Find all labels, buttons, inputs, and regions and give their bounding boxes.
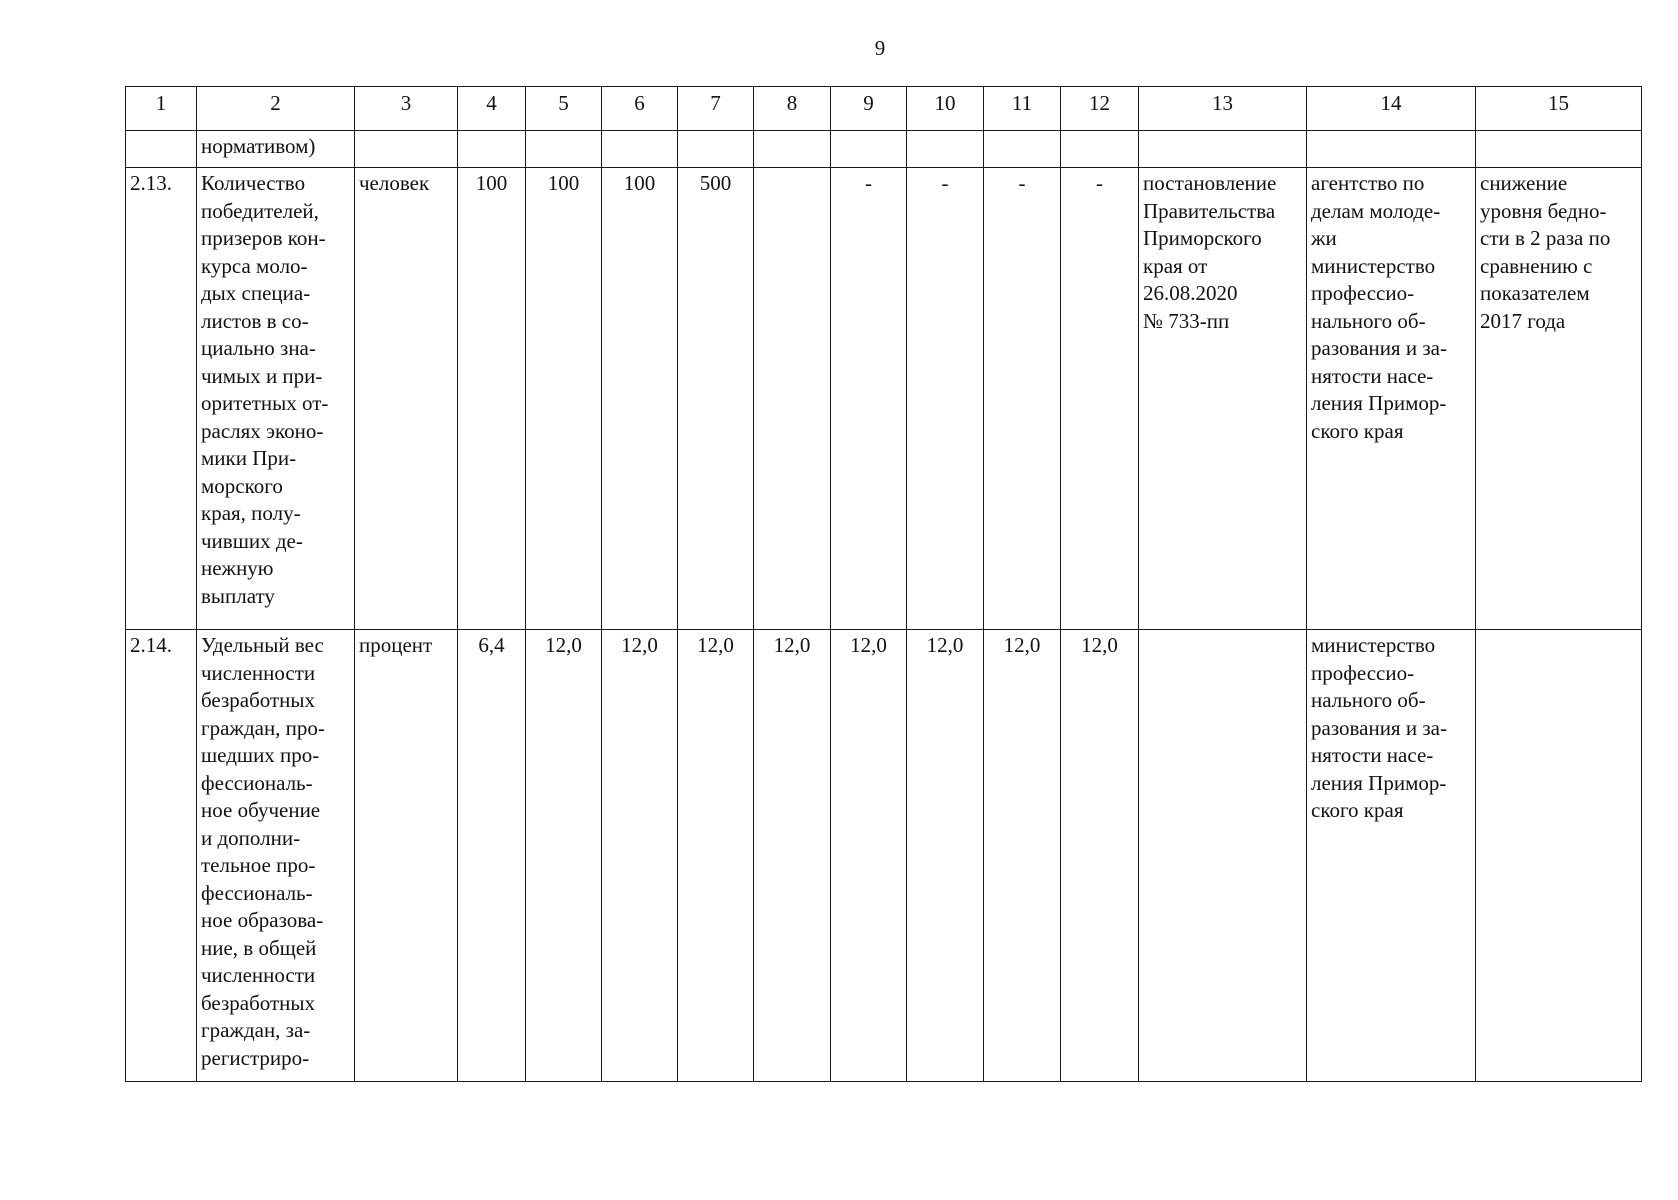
text-line: нежную [201, 556, 274, 580]
header-cell: 4 [458, 87, 526, 131]
text-line: Удельный вес [201, 633, 324, 657]
text-line: ное обучение [201, 798, 321, 822]
indicators-table [125, 86, 1642, 1082]
text-line: оритетных от- [201, 391, 329, 415]
value-cell: 100 [526, 168, 602, 630]
text-line: ние, в общей [201, 935, 317, 960]
text-line: безработных [201, 990, 316, 1015]
table-row [126, 630, 1642, 1082]
header-cell: 6 [602, 87, 678, 131]
legal-document [1139, 630, 1307, 1082]
value-cell: - [831, 168, 907, 630]
header-cell: 7 [678, 87, 754, 131]
value-cell: 500 [678, 168, 754, 630]
empty-cell [602, 131, 678, 168]
empty-cell [1307, 131, 1476, 168]
header-cell: 3 [355, 87, 458, 131]
text-line: ского края [1311, 418, 1404, 443]
table-row [126, 168, 1642, 630]
text-line: победителей, [201, 198, 319, 223]
value-cell: 100 [458, 168, 526, 630]
value-cell: - [1061, 168, 1139, 630]
text-line: профессио- [1311, 281, 1415, 305]
header-cell: 2 [197, 87, 355, 131]
text-line: Приморского [1143, 226, 1262, 250]
text-line: шедших про- [201, 743, 320, 767]
text-line: разования и за- [1311, 336, 1447, 360]
header-cell: 15 [1476, 87, 1642, 131]
text-line: ления Примор- [1311, 391, 1447, 415]
row-code: 2.13. [126, 168, 197, 630]
unit-of-measure: человек [355, 168, 458, 630]
header-cell: 9 [831, 87, 907, 131]
text-line: постановление [1143, 171, 1277, 195]
empty-cell [984, 131, 1061, 168]
text-line: 2017 года [1480, 308, 1566, 333]
text-line: тельное про- [201, 853, 316, 877]
text-line: сравнению с [1480, 253, 1593, 278]
unit-of-measure: процент [355, 630, 458, 1082]
header-cell: 1 [126, 87, 197, 131]
text-line: уровня бедно- [1480, 198, 1607, 223]
text-line: морского [201, 473, 283, 498]
text-line: чивших де- [201, 528, 303, 553]
text-line: чимых и при- [201, 363, 323, 388]
header-cell: 12 [1061, 87, 1139, 131]
text-line: края, полу- [201, 501, 301, 525]
value-cell: 12,0 [984, 630, 1061, 1082]
legal-document [1139, 168, 1307, 630]
text-line: граждан, за- [201, 1018, 311, 1042]
value-cell: 12,0 [831, 630, 907, 1082]
text-line: края от [1143, 253, 1208, 278]
text-line: нятости насе- [1311, 743, 1434, 767]
empty-cell [1061, 131, 1139, 168]
empty-cell [458, 131, 526, 168]
empty-cell [678, 131, 754, 168]
indicator-name [197, 168, 355, 630]
text-line: министерство [1311, 253, 1436, 278]
responsible-body [1307, 630, 1476, 1082]
header-cell: 10 [907, 87, 984, 131]
text-line: фессиональ- [201, 770, 313, 795]
text-line: № 733-пп [1143, 308, 1230, 333]
text-line: безработных [201, 688, 316, 712]
text-line: агентство по [1311, 171, 1425, 195]
value-cell: 12,0 [526, 630, 602, 1082]
text-line: регистриро- [201, 1045, 310, 1070]
empty-cell [126, 131, 197, 168]
text-line: граждан, про- [201, 715, 325, 740]
text-line: раслях эконо- [201, 418, 324, 443]
text-line: показателем [1480, 281, 1590, 305]
text-line: циально зна- [201, 336, 316, 360]
text-line: выплату [201, 583, 275, 608]
empty-cell [526, 131, 602, 168]
text-line: делам молоде- [1311, 198, 1441, 223]
value-cell: - [984, 168, 1061, 630]
value-cell: - [907, 168, 984, 630]
empty-cell [907, 131, 984, 168]
value-cell: 12,0 [678, 630, 754, 1082]
text-line: Правительства [1143, 198, 1276, 223]
text-line: ления Примор- [1311, 770, 1447, 795]
empty-cell [1139, 131, 1307, 168]
value-cell [754, 168, 831, 630]
expected-result [1476, 168, 1642, 630]
row-code: 2.14. [126, 630, 197, 1082]
text-line: министерство [1311, 633, 1436, 657]
text-line: численности [201, 660, 316, 685]
text-line: Количество [201, 171, 306, 195]
text-line: фессиональ- [201, 880, 313, 905]
empty-cell [831, 131, 907, 168]
text-line: листов в со- [201, 308, 309, 333]
text-line: нятости насе- [1311, 363, 1434, 388]
page-number: 9 [874, 36, 886, 60]
header-cell: 11 [984, 87, 1061, 131]
value-cell: 6,4 [458, 630, 526, 1082]
text-line: дых специа- [201, 281, 311, 305]
text-line: 26.08.2020 [1143, 281, 1238, 305]
text-line: мики При- [201, 446, 297, 470]
text-line: и дополни- [201, 825, 301, 850]
continuation-text: нормативом) [197, 131, 355, 168]
text-line: призеров кон- [201, 226, 326, 250]
text-line: снижение [1480, 171, 1568, 195]
indicator-name [197, 630, 355, 1082]
text-line: сти в 2 раза по [1480, 226, 1611, 250]
value-cell: 12,0 [602, 630, 678, 1082]
value-cell: 12,0 [1061, 630, 1139, 1082]
text-line: ное образова- [201, 908, 324, 932]
responsible-body [1307, 168, 1476, 630]
text-line: нального об- [1311, 688, 1426, 712]
text-line: ского края [1311, 798, 1404, 822]
text-line: численности [201, 963, 316, 987]
text-line: нального об- [1311, 308, 1426, 333]
text-line: профессио- [1311, 660, 1415, 685]
empty-cell [355, 131, 458, 168]
header-row [126, 87, 1642, 131]
header-cell: 8 [754, 87, 831, 131]
continuation-row [126, 131, 1642, 168]
header-cell: 5 [526, 87, 602, 131]
value-cell: 12,0 [907, 630, 984, 1082]
header-cell: 14 [1307, 87, 1476, 131]
empty-cell [754, 131, 831, 168]
expected-result [1476, 630, 1642, 1082]
empty-cell [1476, 131, 1642, 168]
value-cell: 12,0 [754, 630, 831, 1082]
text-line: жи [1311, 226, 1337, 250]
text-line: курса моло- [201, 253, 308, 278]
text-line: разования и за- [1311, 715, 1447, 740]
header-cell: 13 [1139, 87, 1307, 131]
value-cell: 100 [602, 168, 678, 630]
